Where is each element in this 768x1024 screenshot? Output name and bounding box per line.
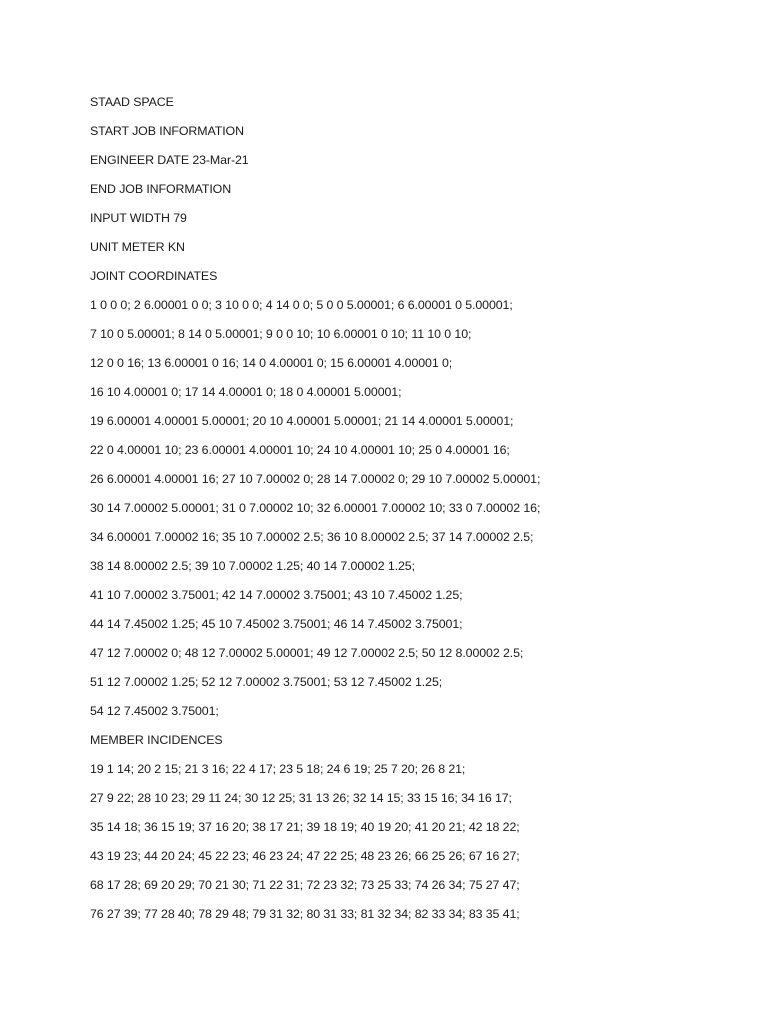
text-line: STAAD SPACE bbox=[90, 95, 174, 109]
text-line: 41 10 7.00002 3.75001; 42 14 7.00002 3.75001; 43 10 7.45002 1.25; bbox=[90, 588, 463, 602]
text-line: 7 10 0 5.00001; 8 14 0 5.00001; 9 0 0 10; 10 6.00001 0 10; 11 10 0 10; bbox=[90, 327, 472, 341]
text-line: UNIT METER KN bbox=[90, 240, 185, 254]
section-heading-joint-coordinates: JOINT COORDINATES bbox=[90, 269, 218, 283]
text-line: 16 10 4.00001 0; 17 14 4.00001 0; 18 0 4.00001 5.00001; bbox=[90, 385, 402, 399]
text-line: 68 17 28; 69 20 29; 70 21 30; 71 22 31; 72 23 32; 73 25 33; 74 26 34; 75 27 47; bbox=[90, 878, 520, 892]
text-line: 38 14 8.00002 2.5; 39 10 7.00002 1.25; 40 14 7.00002 1.25; bbox=[90, 559, 415, 573]
text-line: 19 1 14; 20 2 15; 21 3 16; 22 4 17; 23 5 18; 24 6 19; 25 7 20; 26 8 21; bbox=[90, 762, 466, 776]
text-line: 47 12 7.00002 0; 48 12 7.00002 5.00001; 49 12 7.00002 2.5; 50 12 8.00002 2.5; bbox=[90, 646, 524, 660]
text-line: 54 12 7.45002 3.75001; bbox=[90, 704, 219, 718]
text-line: 35 14 18; 36 15 19; 37 16 20; 38 17 21; 39 18 19; 40 19 20; 41 20 21; 42 18 22; bbox=[90, 820, 520, 834]
text-line: 44 14 7.45002 1.25; 45 10 7.45002 3.75001; 46 14 7.45002 3.75001; bbox=[90, 617, 463, 631]
document-text-body bbox=[90, 94, 750, 935]
text-line: 27 9 22; 28 10 23; 29 11 24; 30 12 25; 31 13 26; 32 14 15; 33 15 16; 34 16 17; bbox=[90, 791, 512, 805]
text-line: 51 12 7.00002 1.25; 52 12 7.00002 3.75001; 53 12 7.45002 1.25; bbox=[90, 675, 443, 689]
text-line: 30 14 7.00002 5.00001; 31 0 7.00002 10; 32 6.00001 7.00002 10; 33 0 7.00002 16; bbox=[90, 501, 541, 515]
text-line: 34 6.00001 7.00002 16; 35 10 7.00002 2.5; 36 10 8.00002 2.5; 37 14 7.00002 2.5; bbox=[90, 530, 534, 544]
text-line: START JOB INFORMATION bbox=[90, 124, 244, 138]
text-line: 19 6.00001 4.00001 5.00001; 20 10 4.00001 5.00001; 21 14 4.00001 5.00001; bbox=[90, 414, 514, 428]
text-line: END JOB INFORMATION bbox=[90, 182, 232, 196]
text-line: 43 19 23; 44 20 24; 45 22 23; 46 23 24; 47 22 25; 48 23 26; 66 25 26; 67 16 27; bbox=[90, 849, 520, 863]
section-heading-member-incidences: MEMBER INCIDENCES bbox=[90, 733, 223, 747]
text-line: INPUT WIDTH 79 bbox=[90, 211, 187, 225]
text-line: 26 6.00001 4.00001 16; 27 10 7.00002 0; 28 14 7.00002 0; 29 10 7.00002 5.00001; bbox=[90, 472, 541, 486]
text-line: 22 0 4.00001 10; 23 6.00001 4.00001 10; 24 10 4.00001 10; 25 0 4.00001 16; bbox=[90, 443, 510, 457]
text-line: 1 0 0 0; 2 6.00001 0 0; 3 10 0 0; 4 14 0 0; 5 0 0 5.00001; 6 6.00001 0 5.00001; bbox=[90, 298, 513, 312]
text-line: ENGINEER DATE 23-Mar-21 bbox=[90, 153, 249, 167]
text-line: 12 0 0 16; 13 6.00001 0 16; 14 0 4.00001 0; 15 6.00001 4.00001 0; bbox=[90, 356, 453, 370]
text-line: 76 27 39; 77 28 40; 78 29 48; 79 31 32; 80 31 33; 81 32 34; 82 33 34; 83 35 41; bbox=[90, 907, 520, 921]
